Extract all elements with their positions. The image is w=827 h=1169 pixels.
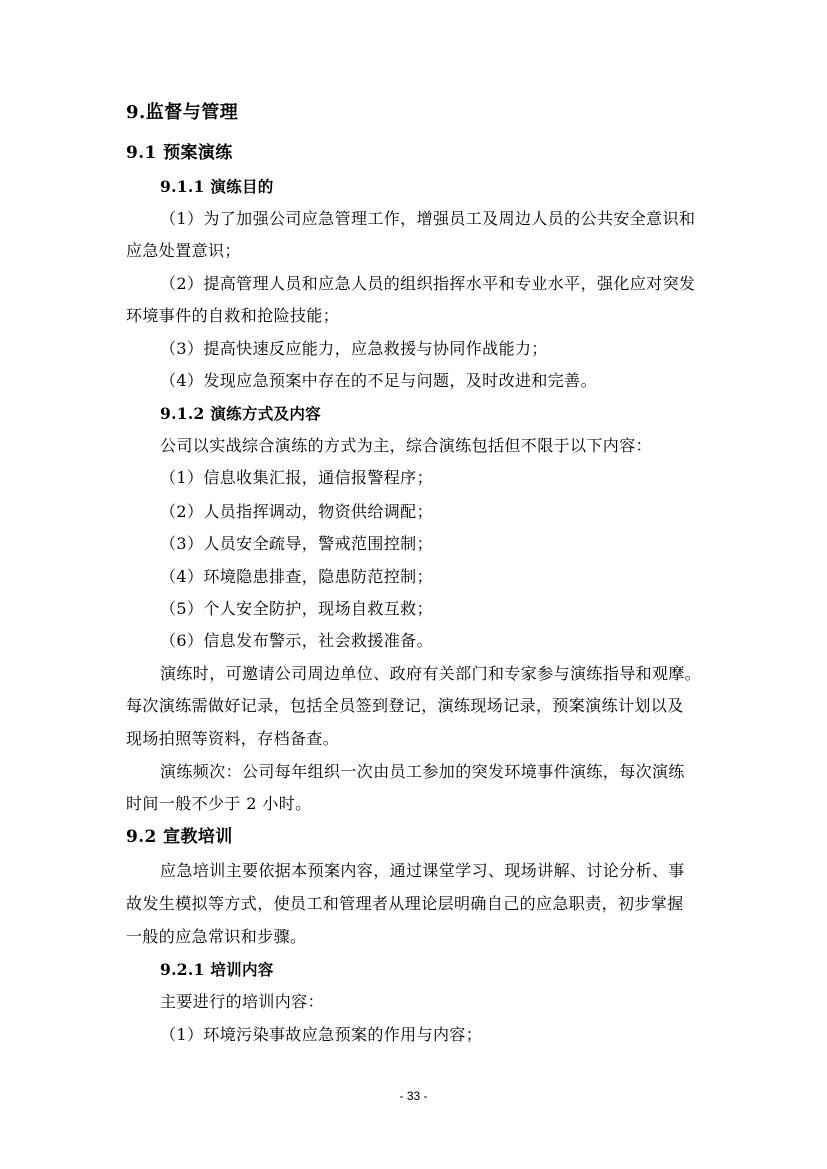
subsubsection-heading-9-1-1: 9.1.1 演练目的	[160, 177, 274, 196]
paragraph-line: 故发生模拟等方式，使员工和管理者从理论层明确自己的应急职责，初步掌握	[126, 894, 684, 913]
section-heading: 9.监督与管理	[126, 102, 239, 123]
list-item: （5）个人安全防护，现场自救互救；	[160, 599, 433, 618]
list-item: （1）环境污染事故应急预案的作用与内容；	[160, 1025, 483, 1044]
paragraph-line: 每次演练需做好记录，包括全员签到登记，演练现场记录，预案演练计划以及	[126, 696, 684, 715]
subsubsection-heading-9-2-1: 9.2.1 培训内容	[160, 960, 274, 979]
paragraph-line: （3）提高快速反应能力，应急救援与协同作战能力；	[160, 339, 548, 358]
list-item: （4）环境隐患排查，隐患防范控制；	[160, 567, 433, 586]
paragraph-line: 一般的应急常识和步骤。	[126, 927, 307, 946]
paragraph-line: 主要进行的培训内容：	[160, 992, 325, 1011]
paragraph-line: 演练时，可邀请公司周边单位、政府有关部门和专家参与演练指导和观摩。	[160, 664, 702, 683]
paragraph-line: 演练频次：公司每年组织一次由员工参加的突发环境事件演练，每次演练	[160, 762, 685, 781]
paragraph-line: 时间一般不少于 2 小时。	[126, 794, 312, 813]
subsection-heading-9-1: 9.1 预案演练	[126, 143, 233, 163]
paragraph-line: （2）提高管理人员和应急人员的组织指挥水平和专业水平，强化应对突发	[160, 274, 696, 293]
paragraph-line: （4）发现应急预案中存在的不足与问题，及时改进和完善。	[160, 371, 597, 390]
paragraph-line: 公司以实战综合演练的方式为主，综合演练包括但不限于以下内容：	[160, 436, 653, 455]
paragraph-line: 应急培训主要依据本预案内容，通过课堂学习、现场讲解、讨论分析、事	[160, 861, 685, 880]
subsection-heading-9-2: 9.2 宣教培训	[126, 827, 233, 847]
list-item: （6）信息发布警示，社会救援准备。	[160, 631, 433, 650]
paragraph-line: 应急处置意识；	[126, 241, 241, 260]
paragraph-line: （1）为了加强公司应急管理工作，增强员工及周边人员的公共安全意识和	[160, 209, 696, 228]
page-number: - 33 -	[399, 1089, 428, 1103]
paragraph-line: 环境事件的自救和抢险技能；	[126, 306, 340, 325]
list-item: （2）人员指挥调动，物资供给调配；	[160, 502, 433, 521]
list-item: （1）信息收集汇报，通信报警程序；	[160, 468, 433, 487]
paragraph-line: 现场拍照等资料，存档备查。	[126, 729, 340, 748]
list-item: （3）人员安全疏导，警戒范围控制；	[160, 534, 433, 553]
subsubsection-heading-9-1-2: 9.1.2 演练方式及内容	[160, 404, 321, 423]
